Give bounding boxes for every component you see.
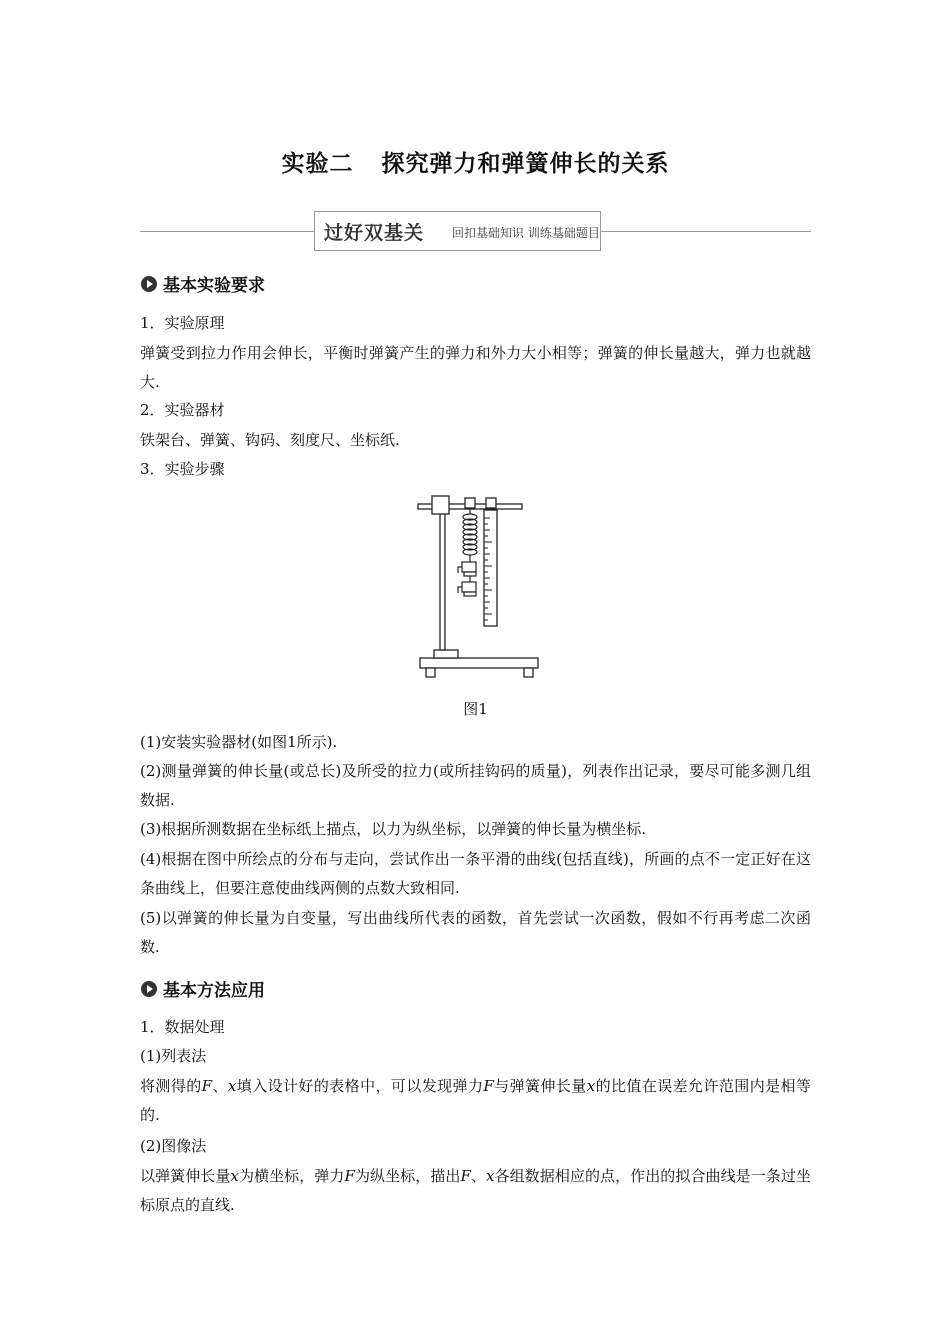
figure-caption: 图1 [463,700,488,718]
document-page [140,0,811,1344]
item-heading: 1．实验原理 [140,314,225,332]
method-heading: (1)列表法 [140,1047,207,1065]
section-heading-basic-requirements: 基本实验要求 [140,271,265,296]
banner-title: 过好双基关 [324,222,425,244]
item-heading: 1．数据处理 [140,1018,225,1036]
paragraph: 铁架台、弹簧、钩码、刻度尺、坐标纸. [140,431,400,449]
step-item: (1)安装实验器材(如图1所示). [140,733,338,751]
paragraph: 将测得的F、x填入设计好的表格中，可以发现弹力F与弹簧伸长量x的比值在误差允许范围内是相等的. [140,1077,811,1124]
step-item: (2)测量弹簧的伸长量(或总长)及所受的拉力(或所挂钩码的质量)，列表作出记录，要尽可能多测几组数据. [140,762,811,809]
banner-divider-left [140,231,314,232]
item-heading: 3．实验步骤 [140,460,225,478]
step-item: (5)以弹簧的伸长量为自变量，写出曲线所代表的函数，首先尝试一次函数，假如不行再考虑二次函数. [140,909,811,956]
step-item: (3)根据所测数据在坐标纸上描点，以力为纵坐标，以弹簧的伸长量为横坐标. [140,820,647,838]
apparatus-figure [414,490,544,685]
play-circle-icon [140,980,158,998]
item-heading: 2．实验器材 [140,401,225,419]
method-heading: (2)图像法 [140,1137,207,1155]
banner-divider-right [601,231,811,232]
banner-subtitle: 回扣基础知识 训练基础题目 [452,226,600,240]
page-title: 实验二 探究弹力和弹簧伸长的关系 [281,151,670,177]
play-circle-icon [140,275,158,293]
paragraph: 弹簧受到拉力作用会伸长，平衡时弹簧产生的弹力和外力大小相等；弹簧的伸长量越大，弹力也就越大. [140,344,811,391]
paragraph: 以弹簧伸长量x为横坐标，弹力F为纵坐标，描出F、x各组数据相应的点，作出的拟合曲线是一条过坐标原点的直线. [140,1167,811,1214]
section-heading-method-application: 基本方法应用 [140,976,265,1001]
step-item: (4)根据在图中所绘点的分布与走向，尝试作出一条平滑的曲线(包括直线)，所画的点不一定正好在这条曲线上，但要注意使曲线两侧的点数大致相同. [140,850,811,897]
banner-box [314,211,601,251]
section-banner [140,210,811,252]
